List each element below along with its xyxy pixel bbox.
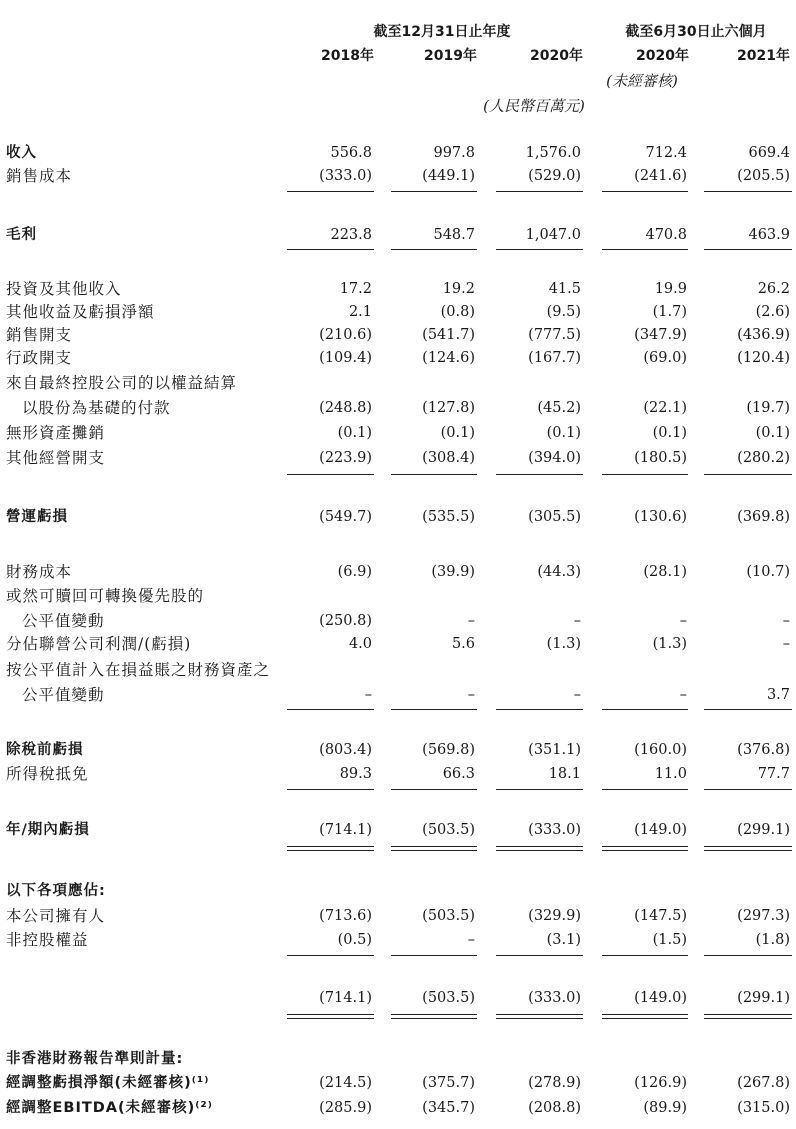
row-value: (208.8): [528, 1100, 581, 1116]
row-label: 非香港財務報告準則計量:: [6, 1051, 184, 1067]
row-label: 經調整EBITDA(未經審核)⁽²⁾: [6, 1100, 213, 1116]
row-label: 經調整虧損淨額(未經審核)⁽¹⁾: [6, 1075, 210, 1091]
row-value: 4.0: [348, 636, 372, 652]
table-row: [0, 881, 796, 901]
header-year-2018: 2018年: [321, 48, 374, 64]
row-label: 按公平值計入在損益賬之財務資產之: [6, 661, 271, 679]
table-row: [0, 166, 796, 186]
underline: [602, 474, 688, 475]
row-label: 以下各項應佔:: [6, 883, 106, 899]
row-value: (285.9): [319, 1100, 372, 1116]
row-label: 收入: [6, 145, 37, 161]
row-value: (160.0): [634, 742, 687, 758]
row-value: 1,576.0: [525, 145, 581, 161]
table-row: [0, 930, 796, 950]
row-label: 銷售成本: [6, 167, 73, 185]
underline: [704, 789, 792, 790]
row-value: (205.5): [737, 168, 790, 184]
underline: [496, 191, 583, 192]
row-value: (299.1): [737, 822, 790, 838]
row-value: (3.1): [546, 932, 581, 948]
row-value: –: [679, 687, 687, 703]
row-value: (241.6): [634, 168, 687, 184]
row-value: (449.1): [422, 168, 475, 184]
underline: [391, 474, 477, 475]
row-value: 19.9: [654, 281, 687, 297]
row-value: 548.7: [433, 227, 475, 243]
underline: [391, 955, 477, 956]
row-value: (305.5): [528, 509, 581, 525]
double-underline: [704, 1014, 792, 1019]
double-underline: [496, 846, 583, 851]
row-value: (777.5): [528, 327, 581, 343]
double-underline: [391, 846, 477, 851]
row-value: (130.6): [634, 509, 687, 525]
table-row: [0, 448, 796, 468]
row-value: (89.9): [643, 1100, 687, 1116]
row-value: 11.0: [654, 766, 687, 782]
row-value: (299.1): [737, 990, 790, 1006]
row-value: (375.7): [422, 1075, 475, 1091]
row-value: (351.1): [528, 742, 581, 758]
row-value: (28.1): [643, 564, 687, 580]
table-row: [0, 764, 796, 784]
row-value: (803.4): [319, 742, 372, 758]
row-value: 66.3: [442, 766, 475, 782]
row-value: –: [573, 613, 581, 629]
row-value: (369.8): [737, 509, 790, 525]
row-value: 1,047.0: [525, 227, 581, 243]
row-value: (308.4): [422, 450, 475, 466]
row-value: (39.9): [431, 564, 475, 580]
double-underline: [704, 846, 792, 851]
row-value: (109.4): [319, 350, 372, 366]
row-value: (180.5): [634, 450, 687, 466]
table-row: [0, 820, 796, 840]
row-value: (376.8): [737, 742, 790, 758]
underline: [496, 474, 583, 475]
row-value: (45.2): [537, 400, 581, 416]
underline: [287, 709, 374, 710]
row-value: –: [782, 636, 790, 652]
underline: [287, 789, 374, 790]
underline: [496, 249, 583, 250]
row-value: (149.0): [634, 990, 687, 1006]
row-value: (329.9): [528, 908, 581, 924]
row-value: 223.8: [330, 227, 372, 243]
row-value: (503.5): [422, 990, 475, 1006]
table-row: [0, 325, 796, 345]
row-value: 19.2: [442, 281, 475, 297]
underline: [602, 249, 688, 250]
double-underline: [287, 1014, 374, 1019]
row-label: 非控股權益: [6, 931, 89, 949]
row-value: (167.7): [528, 350, 581, 366]
table-row: [0, 988, 796, 1008]
underline: [602, 709, 688, 710]
row-value: (549.7): [319, 509, 372, 525]
row-label: 公平值變動: [22, 612, 105, 630]
row-value: (1.3): [652, 636, 687, 652]
header-group-annual: 截至12月31日止年度: [373, 24, 511, 40]
table-row: [0, 611, 796, 631]
row-value: (345.7): [422, 1100, 475, 1116]
row-value: (223.9): [319, 450, 372, 466]
table-row: [0, 143, 796, 163]
row-value: (44.3): [537, 564, 581, 580]
row-value: 463.9: [748, 227, 790, 243]
row-value: –: [467, 932, 475, 948]
header-year-2021-interim: 2021年: [737, 48, 790, 64]
row-label: 營運虧損: [6, 509, 68, 525]
row-value: (714.1): [319, 822, 372, 838]
underline: [704, 955, 792, 956]
header-year-2019: 2019年: [424, 48, 477, 64]
row-value: (713.6): [319, 908, 372, 924]
row-value: (0.1): [440, 425, 475, 441]
table-row: [0, 906, 796, 926]
row-label: 毛利: [6, 227, 37, 243]
underline: [287, 474, 374, 475]
table-row: [0, 1098, 796, 1118]
row-label: 來自最終控股公司的以權益結算: [6, 374, 238, 392]
row-value: (69.0): [643, 350, 687, 366]
header-unit: (人民幣百萬元): [483, 97, 585, 115]
row-label: 本公司擁有人: [6, 907, 106, 925]
row-value: 18.1: [548, 766, 581, 782]
row-label: 公平值變動: [22, 686, 105, 704]
underline: [496, 789, 583, 790]
underline: [602, 191, 688, 192]
double-underline: [602, 846, 688, 851]
table-row: [0, 507, 796, 527]
row-label: 投資及其他收入: [6, 280, 122, 298]
row-value: 669.4: [748, 145, 790, 161]
row-value: (714.1): [319, 990, 372, 1006]
underline: [287, 191, 374, 192]
row-value: 997.8: [433, 145, 475, 161]
double-underline: [602, 1014, 688, 1019]
row-value: (149.0): [634, 822, 687, 838]
row-label: 無形資產攤銷: [6, 424, 106, 442]
underline: [391, 249, 477, 250]
row-value: (2.6): [755, 304, 790, 320]
row-value: 17.2: [339, 281, 372, 297]
row-value: (529.0): [528, 168, 581, 184]
row-value: 2.1: [348, 304, 372, 320]
row-value: (297.3): [737, 908, 790, 924]
header-year-2020-interim: 2020年: [636, 48, 689, 64]
row-value: (124.6): [422, 350, 475, 366]
underline: [704, 709, 792, 710]
row-value: 89.3: [339, 766, 372, 782]
row-value: (0.5): [337, 932, 372, 948]
table-row: [0, 685, 796, 705]
row-label: 其他收益及虧損淨額: [6, 303, 155, 321]
double-underline: [287, 846, 374, 851]
header-group-interim: 截至6月30日止六個月: [625, 24, 767, 40]
underline: [287, 955, 374, 956]
underline: [496, 955, 583, 956]
table-row: [0, 740, 796, 760]
row-value: (0.1): [337, 425, 372, 441]
row-value: 470.8: [645, 227, 687, 243]
row-value: (0.1): [755, 425, 790, 441]
row-value: (6.9): [337, 564, 372, 580]
row-label: 以股份為基礎的付款: [22, 399, 171, 417]
double-underline: [391, 1014, 477, 1019]
row-value: (1.7): [652, 304, 687, 320]
table-row: [0, 634, 796, 654]
row-label: 財務成本: [6, 563, 73, 581]
row-value: (333.0): [528, 822, 581, 838]
row-value: (503.5): [422, 908, 475, 924]
table-row: [0, 1073, 796, 1093]
row-value: (315.0): [737, 1100, 790, 1116]
row-value: –: [467, 687, 475, 703]
row-value: (9.5): [546, 304, 581, 320]
table-row: [0, 279, 796, 299]
underline: [391, 709, 477, 710]
row-value: (126.9): [634, 1075, 687, 1091]
row-value: (0.1): [652, 425, 687, 441]
row-label: 其他經營開支: [6, 449, 106, 467]
underline: [391, 191, 477, 192]
row-value: (267.8): [737, 1075, 790, 1091]
row-value: (210.6): [319, 327, 372, 343]
row-value: 5.6: [451, 636, 475, 652]
row-value: (436.9): [737, 327, 790, 343]
table-row: [0, 225, 796, 245]
row-label: 所得稅抵免: [6, 765, 89, 783]
table-row: [0, 586, 796, 606]
row-value: (120.4): [737, 350, 790, 366]
underline: [391, 789, 477, 790]
row-label: 銷售開支: [6, 326, 73, 344]
row-value: –: [467, 613, 475, 629]
row-value: 41.5: [548, 281, 581, 297]
row-value: (0.8): [440, 304, 475, 320]
row-value: (250.8): [319, 613, 372, 629]
row-value: (0.1): [546, 425, 581, 441]
underline: [602, 955, 688, 956]
row-value: –: [573, 687, 581, 703]
table-row: [0, 348, 796, 368]
row-value: 26.2: [757, 281, 790, 297]
table-row: [0, 1049, 796, 1069]
table-row: [0, 660, 796, 680]
row-value: (394.0): [528, 450, 581, 466]
row-value: (1.3): [546, 636, 581, 652]
row-label: 分佔聯營公司利潤/(虧損): [6, 635, 192, 653]
row-value: (214.5): [319, 1075, 372, 1091]
row-value: (535.5): [422, 509, 475, 525]
row-label: 除稅前虧損: [6, 742, 84, 758]
underline: [602, 789, 688, 790]
table-row: [0, 302, 796, 322]
row-value: –: [679, 613, 687, 629]
underline: [287, 249, 374, 250]
row-value: 3.7: [766, 687, 790, 703]
row-value: (333.0): [319, 168, 372, 184]
table-row: [0, 423, 796, 443]
row-value: 556.8: [330, 145, 372, 161]
table-row: [0, 373, 796, 393]
row-value: (347.9): [634, 327, 687, 343]
row-value: (569.8): [422, 742, 475, 758]
row-value: –: [364, 687, 372, 703]
row-value: (147.5): [634, 908, 687, 924]
row-value: (10.7): [746, 564, 790, 580]
row-value: (248.8): [319, 400, 372, 416]
row-value: –: [782, 613, 790, 629]
underline: [704, 249, 792, 250]
row-value: (503.5): [422, 822, 475, 838]
underline: [704, 191, 792, 192]
row-value: (541.7): [422, 327, 475, 343]
row-value: 712.4: [645, 145, 687, 161]
row-value: (333.0): [528, 990, 581, 1006]
row-value: (280.2): [737, 450, 790, 466]
row-value: (1.5): [652, 932, 687, 948]
table-row: [0, 398, 796, 418]
row-label: 年/期內虧損: [6, 822, 90, 838]
row-value: (19.7): [746, 400, 790, 416]
row-value: (1.8): [755, 932, 790, 948]
row-value: (278.9): [528, 1075, 581, 1091]
double-underline: [496, 1014, 583, 1019]
underline: [704, 474, 792, 475]
row-value: (127.8): [422, 400, 475, 416]
row-label: 或然可贖回可轉換優先股的: [6, 587, 205, 605]
header-year-2020: 2020年: [530, 48, 583, 64]
row-value: 77.7: [757, 766, 790, 782]
table-row: [0, 562, 796, 582]
underline: [496, 709, 583, 710]
header-unaudited: (未經審核): [606, 72, 678, 90]
row-label: 行政開支: [6, 349, 73, 367]
row-value: (22.1): [643, 400, 687, 416]
